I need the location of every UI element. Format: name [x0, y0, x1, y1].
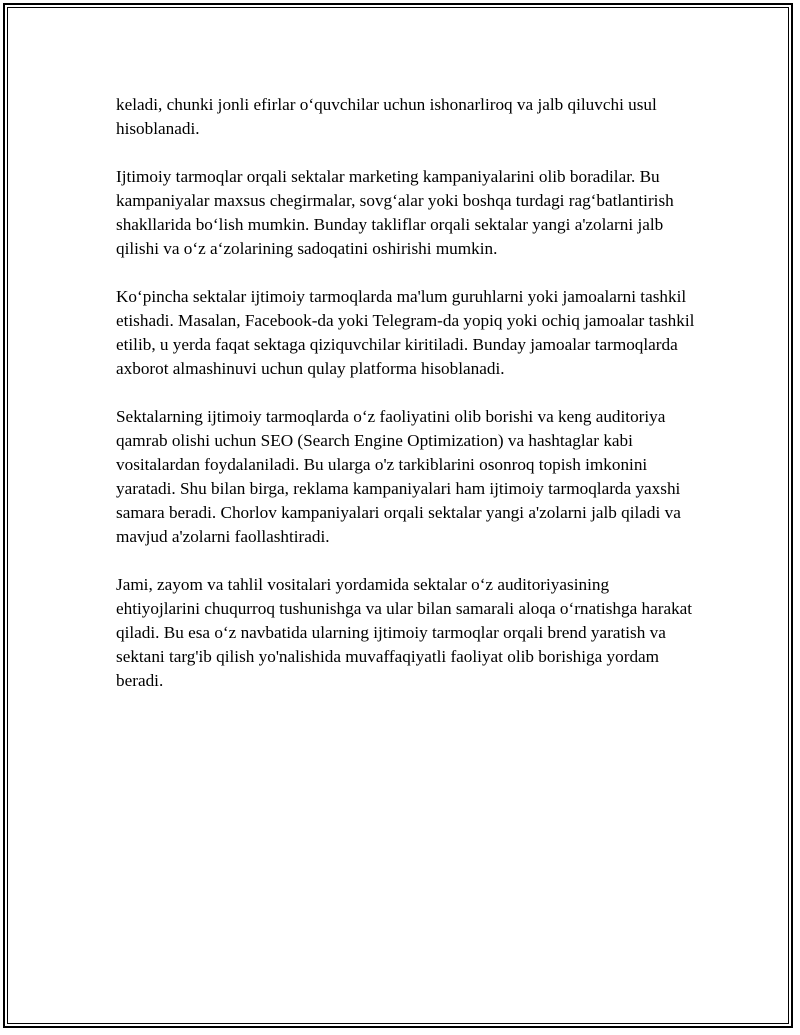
- paragraph: Jami, zayom va tahlil vositalari yordamida sektalar o‘z auditoriyasining ehtiyojlarini chuqurroq tushunishga va ular bilan samarali aloqa o‘rnatishga harakat qiladi. Bu esa o‘z navbatida ularning ijtimoiy tarmoqlar orqali brend yaratish va sektani targ'ib qilish yo'nalishida muvaffaqiyatli faoliyat olib borishiga yordam beradi.: [116, 575, 693, 690]
- document-body: [116, 93, 696, 717]
- paragraph: Ko‘pincha sektalar ijtimoiy tarmoqlarda ma'lum guruhlarni yoki jamoalarni tashkil etishadi. Masalan, Facebook-da yoki Telegram-da yopiq yoki ochiq jamoalar tashkil etilib, u yerda faqat sektaga qiziquvchilar kiritiladi. Bunday jamoalar tarmoqlarda axborot almashinuvi uchun qulay platforma hisoblanadi.: [116, 287, 695, 378]
- paragraph: keladi, chunki jonli efirlar o‘quvchilar uchun ishonarliroq va jalb qiluvchi usul hisoblanadi.: [116, 95, 657, 138]
- paragraph: Sektalarning ijtimoiy tarmoqlarda o‘z faoliyatini olib borishi va keng auditoriya qamrab olishi uchun SEO (Search Engine Optimization) va hashtaglar kabi vositalardan foydalaniladi. Bu ularga o'z tarkiblarini osonroq topish imkonini yaratadi. Shu bilan birga, reklama kampaniyalari ham ijtimoiy tarmoqlarda yaxshi samara beradi. Chorlov kampaniyalari orqali sektalar yangi a'zolarni jalb qiladi va mavjud a'zolarni faollashtiradi.: [116, 407, 681, 546]
- paragraph: Ijtimoiy tarmoqlar orqali sektalar marketing kampaniyalarini olib boradilar. Bu kampaniyalar maxsus chegirmalar, sovg‘alar yoki boshqa turdagi rag‘batlantirish shakllarida bo‘lish mumkin. Bunday takliflar orqali sektalar yangi a'zolarni jalb qilishi va o‘z a‘zolarining sadoqatini oshirishi mumkin.: [116, 167, 674, 258]
